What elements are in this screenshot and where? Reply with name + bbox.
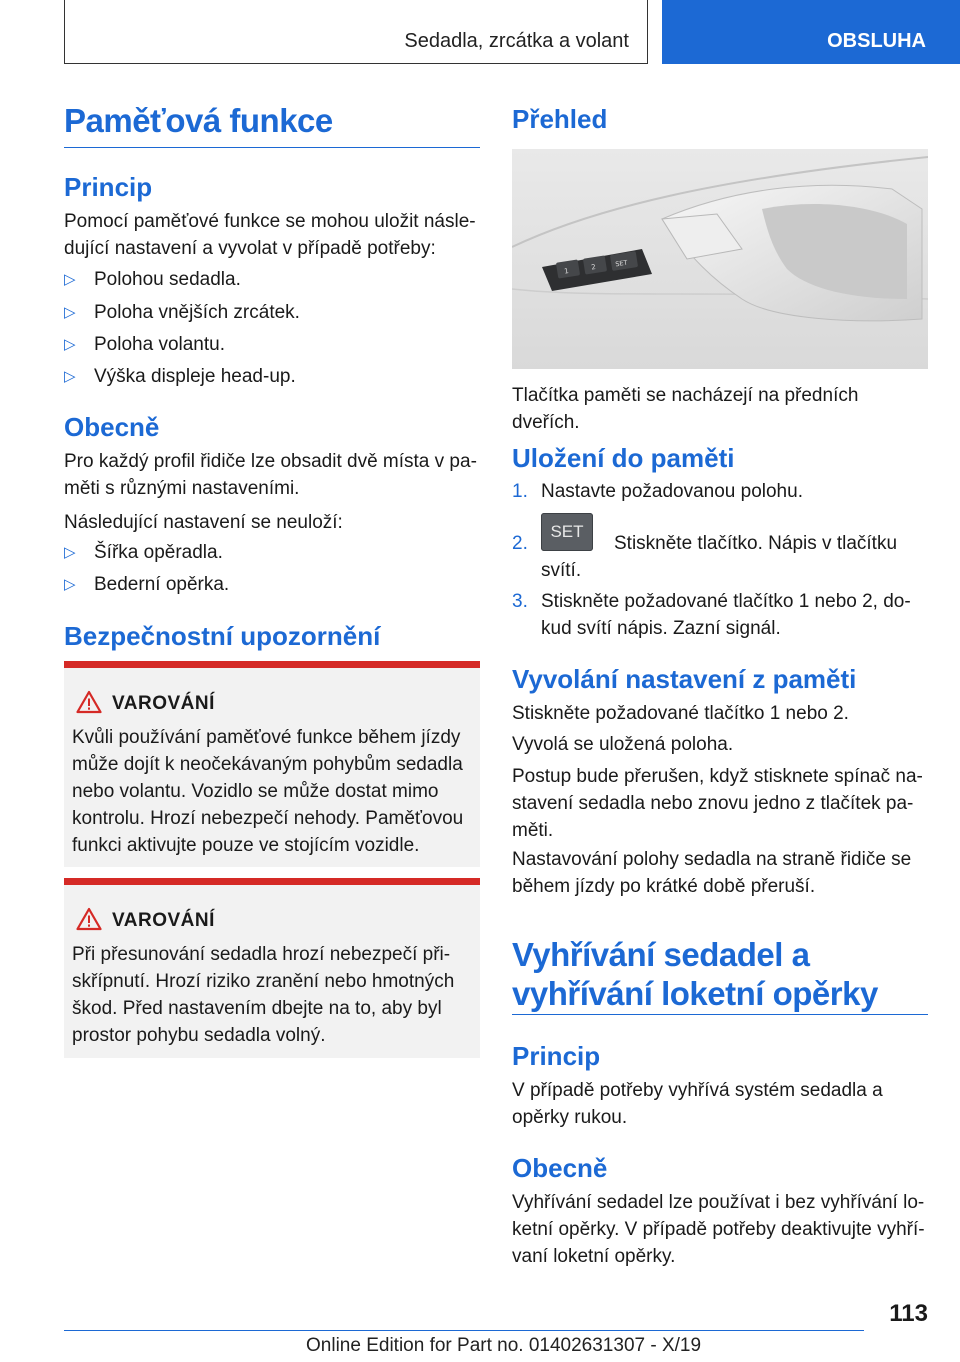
door-memory-buttons-photo	[512, 149, 928, 369]
triangle-right-icon: ▷	[64, 368, 76, 385]
step-number: 1.	[512, 481, 528, 502]
warning-triangle-icon	[76, 690, 102, 714]
save-heading: Uložení do paměti	[512, 443, 735, 473]
recall-heading: Vyvolání nastavení z paměti	[512, 664, 857, 694]
warning-text: Při přesunování sedadla hrozí nebezpečí při-skřípnutí. Hrozí riziko zranění nebo hmotných škod. Před nastavením dbejte na to, aby byl prostor pohybu sedadla volný.	[72, 944, 455, 1046]
header-chapter-label: OBSLUHA	[827, 30, 926, 52]
safety-heading: Bezpečnostní upozornění	[64, 621, 381, 651]
photo-button-set-label: SET	[614, 258, 629, 269]
warning-text: Kvůli používání paměťové funkce během jízdy může dojít k neočekávaným pohybům sedadla nebo volantu. Vozidlo se může dostat mimo kontrolu. Hrozí nebezpečí nehody. Paměťovou funkci aktivujte pouze ve stojícím vozidle.	[72, 727, 464, 856]
warning-triangle-icon	[76, 907, 102, 931]
triangle-right-icon: ▷	[64, 576, 76, 593]
photo-caption: Tlačítka paměti se nacházejí na předních dveřích.	[512, 385, 859, 433]
heating-title-line-2: vyhřívání loketní opěrky	[512, 975, 878, 1012]
page-title: Paměťová funkce	[64, 102, 333, 139]
page-number: 113	[889, 1300, 928, 1327]
list-item-text: Bederní opěrka.	[94, 574, 230, 595]
general-heading: Obecně	[64, 412, 160, 442]
photo-button-1-label: 1	[563, 266, 570, 276]
step-text: Nastavte požadovanou polohu.	[541, 481, 803, 502]
general-text: Pro každý profil řidiče lze obsadit dvě místa v pa-měti s různými nastaveními.	[64, 451, 477, 499]
principle-text: Pomocí paměťové funkce se mohou uložit násle-dující nastavení a vyvolat v případě potřeby:	[64, 211, 476, 259]
step-number: 2.	[512, 533, 528, 554]
list-item-text: Polohou sedadla.	[94, 269, 241, 290]
triangle-right-icon: ▷	[64, 336, 76, 353]
footer-edition: Online Edition for Part no. 01402631307 - X/19	[306, 1335, 702, 1356]
triangle-right-icon: ▷	[64, 271, 76, 288]
warning-box	[64, 878, 480, 1058]
triangle-right-icon: ▷	[64, 304, 76, 321]
triangle-right-icon: ▷	[64, 544, 76, 561]
set-button-label: SET	[541, 513, 593, 551]
footer-rule	[64, 1330, 864, 1331]
step-text: Stiskněte tlačítko. Nápis v tlačítku svítí.	[541, 533, 898, 581]
header-chapter-tab	[662, 0, 960, 64]
heating-title-line-1: Vyhřívání sedadel a	[512, 936, 810, 973]
warning-title: VAROVÁNÍ	[112, 693, 215, 714]
recall-text-1: Stiskněte požadované tlačítko 1 nebo 2.	[512, 703, 849, 724]
recall-text-2: Vyvolá se uložená poloha.	[512, 734, 734, 755]
overview-heading: Přehled	[512, 104, 608, 134]
list-item-text: Poloha volantu.	[94, 334, 225, 355]
step-text: Stiskněte požadované tlačítko 1 nebo 2, do-kud svítí nápis. Zazní signál.	[541, 591, 911, 639]
header-section-title: Sedadla, zrcátka a volant	[404, 30, 629, 52]
recall-text-4: Nastavování polohy sedadla na straně řidiče se během jízdy po krátké době přeruší.	[512, 849, 912, 897]
list-item-text: Poloha vnějších zrcátek.	[94, 302, 300, 323]
title-rule	[64, 147, 480, 148]
list-item-text: Výška displeje head-up.	[94, 366, 296, 387]
warning-box	[64, 661, 480, 867]
header-section-box	[64, 0, 648, 64]
heating-general-heading: Obecně	[512, 1153, 608, 1183]
photo-button-2-label: 2	[590, 262, 597, 272]
heating-principle-text: V případě potřeby vyhřívá systém sedadla a opěrky rukou.	[512, 1080, 883, 1128]
title-rule	[512, 1014, 928, 1015]
heating-principle-heading: Princip	[512, 1041, 601, 1071]
principle-heading: Princip	[64, 172, 153, 202]
not-saved-text: Následující nastavení se neuloží:	[64, 512, 343, 533]
door-panel-illustration	[512, 149, 928, 369]
heating-general-text: Vyhřívání sedadel lze používat i bez vyhřívání lo-ketní opěrky. V případě potřeby deaktivujte vyhří-vaní loketní opěrky.	[512, 1192, 925, 1267]
warning-title: VAROVÁNÍ	[112, 910, 215, 931]
list-item-text: Šířka opěradla.	[94, 542, 223, 563]
step-number: 3.	[512, 591, 528, 612]
recall-text-3: Postup bude přerušen, když stisknete spínač na-stavení sedadla nebo znovu jedno z tlačítek pa-měti.	[512, 766, 923, 841]
